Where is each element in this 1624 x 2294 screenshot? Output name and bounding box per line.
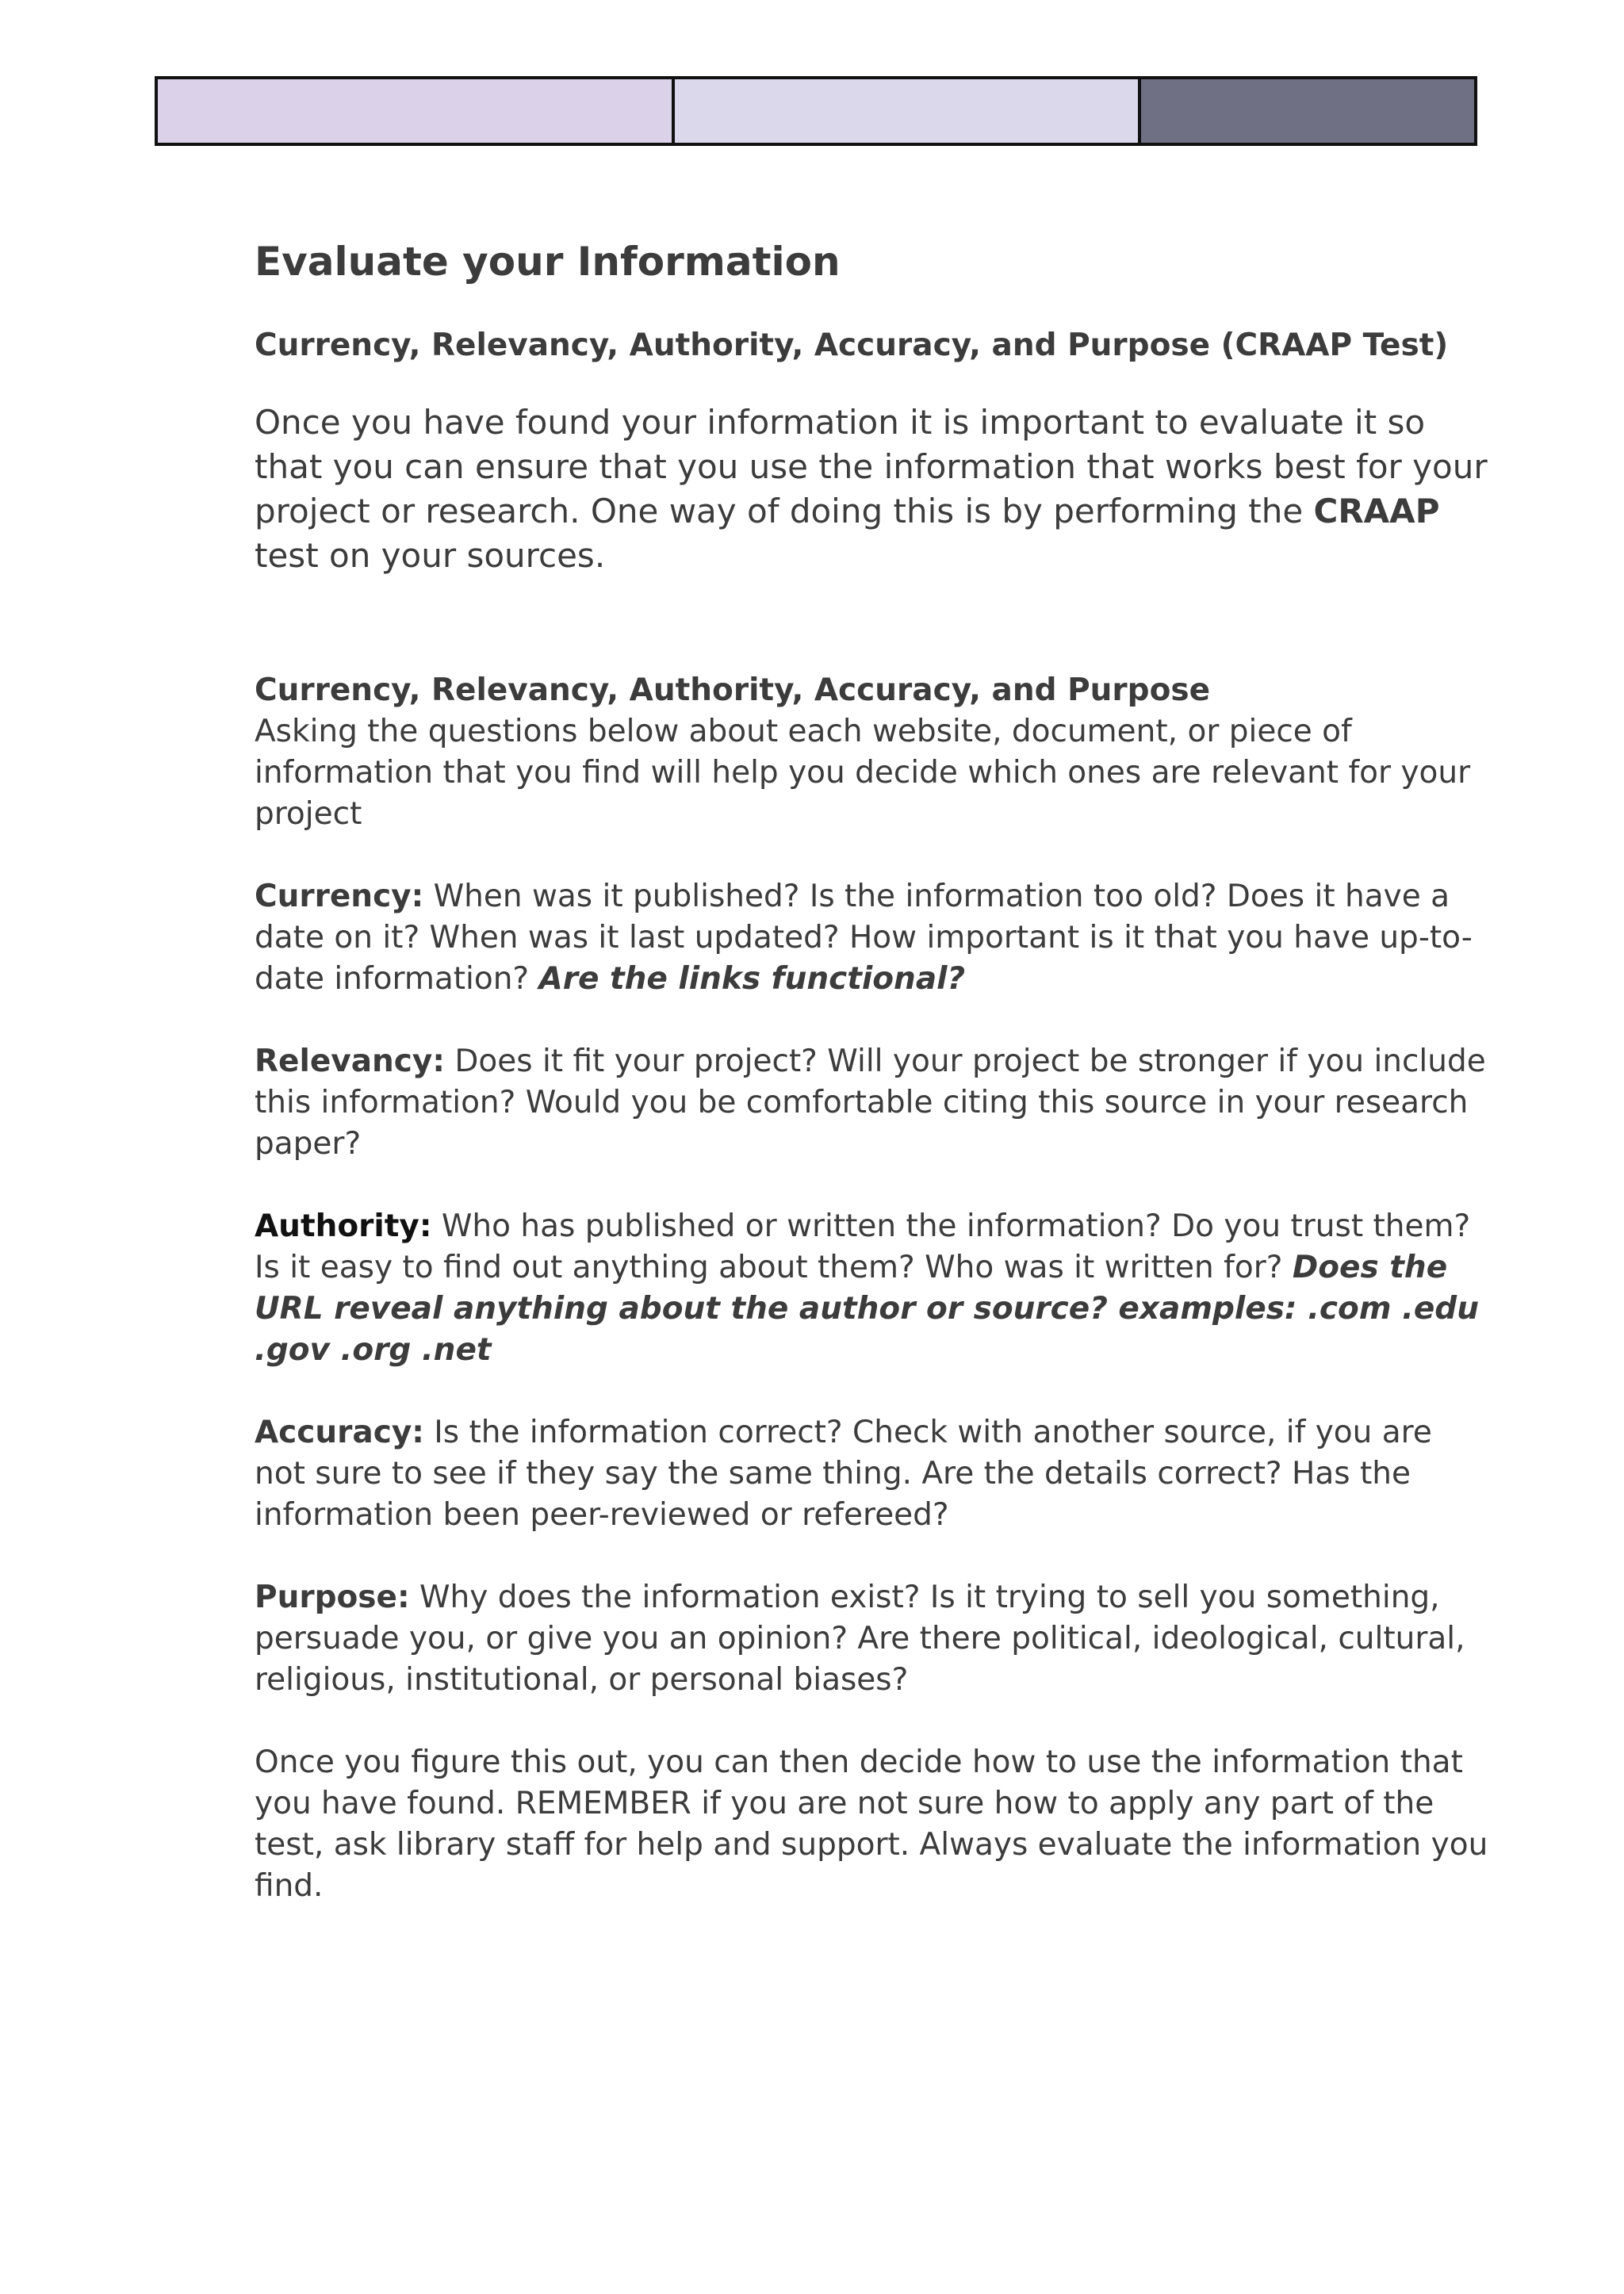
intro-bold-term: CRAAP [1313,491,1440,530]
criterion-text: Why does the information exist? Is it trying to sell you something, persuade you, or give you an opinion? Are there political, ideological, cultural, religious, institutional, or personal biases? [255,1579,1465,1698]
criterion-authority [255,1206,1492,1371]
criterion-term: Accuracy: [255,1414,424,1450]
header-band-cell-3 [1141,79,1474,143]
criterion-purpose [255,1577,1492,1701]
criterion-text: Who has published or written the information? Do you trust them? Is it easy to find out anything about them? Who was it written for? [255,1208,1471,1285]
criterion-accuracy [255,1412,1492,1536]
criterion-term: Purpose: [255,1579,410,1615]
intro-paragraph [255,400,1492,578]
header-band-cell-1 [158,79,675,143]
intro-text-after: test on your sources. [255,535,606,575]
page-title: Evaluate your Information [255,239,841,285]
criterion-term: Relevancy: [255,1043,445,1079]
criterion-text: When was it published? Is the information too old? Does it have a date on it? When was it last updated? How important is it that you have up-to-date information? [255,878,1473,997]
criterion-text: Is the information correct? Check with another source, if you are not sure to see if they say the same thing. Are the details correct? Has the information been peer-reviewed or refereed? [255,1414,1432,1533]
header-color-band [155,76,1477,146]
header-band-cell-2 [675,79,1141,143]
criterion-emphasis: Does the URL reveal anything about the author or source? examples: .com .edu .gov .org .net [255,1249,1479,1368]
criterion-term: Currency: [255,878,424,914]
page-subtitle: Currency, Relevancy, Authority, Accuracy, and Purpose (CRAAP Test) [255,327,1449,363]
closing-paragraph: Once you figure this out, you can then decide how to use the information that you have found. REMEMBER if you are not sure how to apply any part of the test, ask library staff for help and support. Always evaluate the information you find. [255,1744,1488,1904]
criterion-text: Does it fit your project? Will your project be stronger if you include this information? Would you be comfortable citing this source in your research paper? [255,1043,1486,1162]
document-body [255,238,1492,1907]
intro-text-before: Once you have found your information it is important to evaluate it so that you can ensure that you use the information that works best for your project or research. One way of doing this is by performing the [255,402,1488,530]
section-heading: Currency, Relevancy, Authority, Accuracy, and Purpose [255,672,1211,708]
criterion-relevancy [255,1041,1492,1165]
criterion-term: Authority: [255,1208,432,1244]
criterion-currency [255,876,1492,1000]
criterion-emphasis: Are the links functional? [538,960,966,997]
section-intro: Asking the questions below about each website, document, or piece of information that you find will help you decide which ones are relevant for your project [255,713,1471,832]
